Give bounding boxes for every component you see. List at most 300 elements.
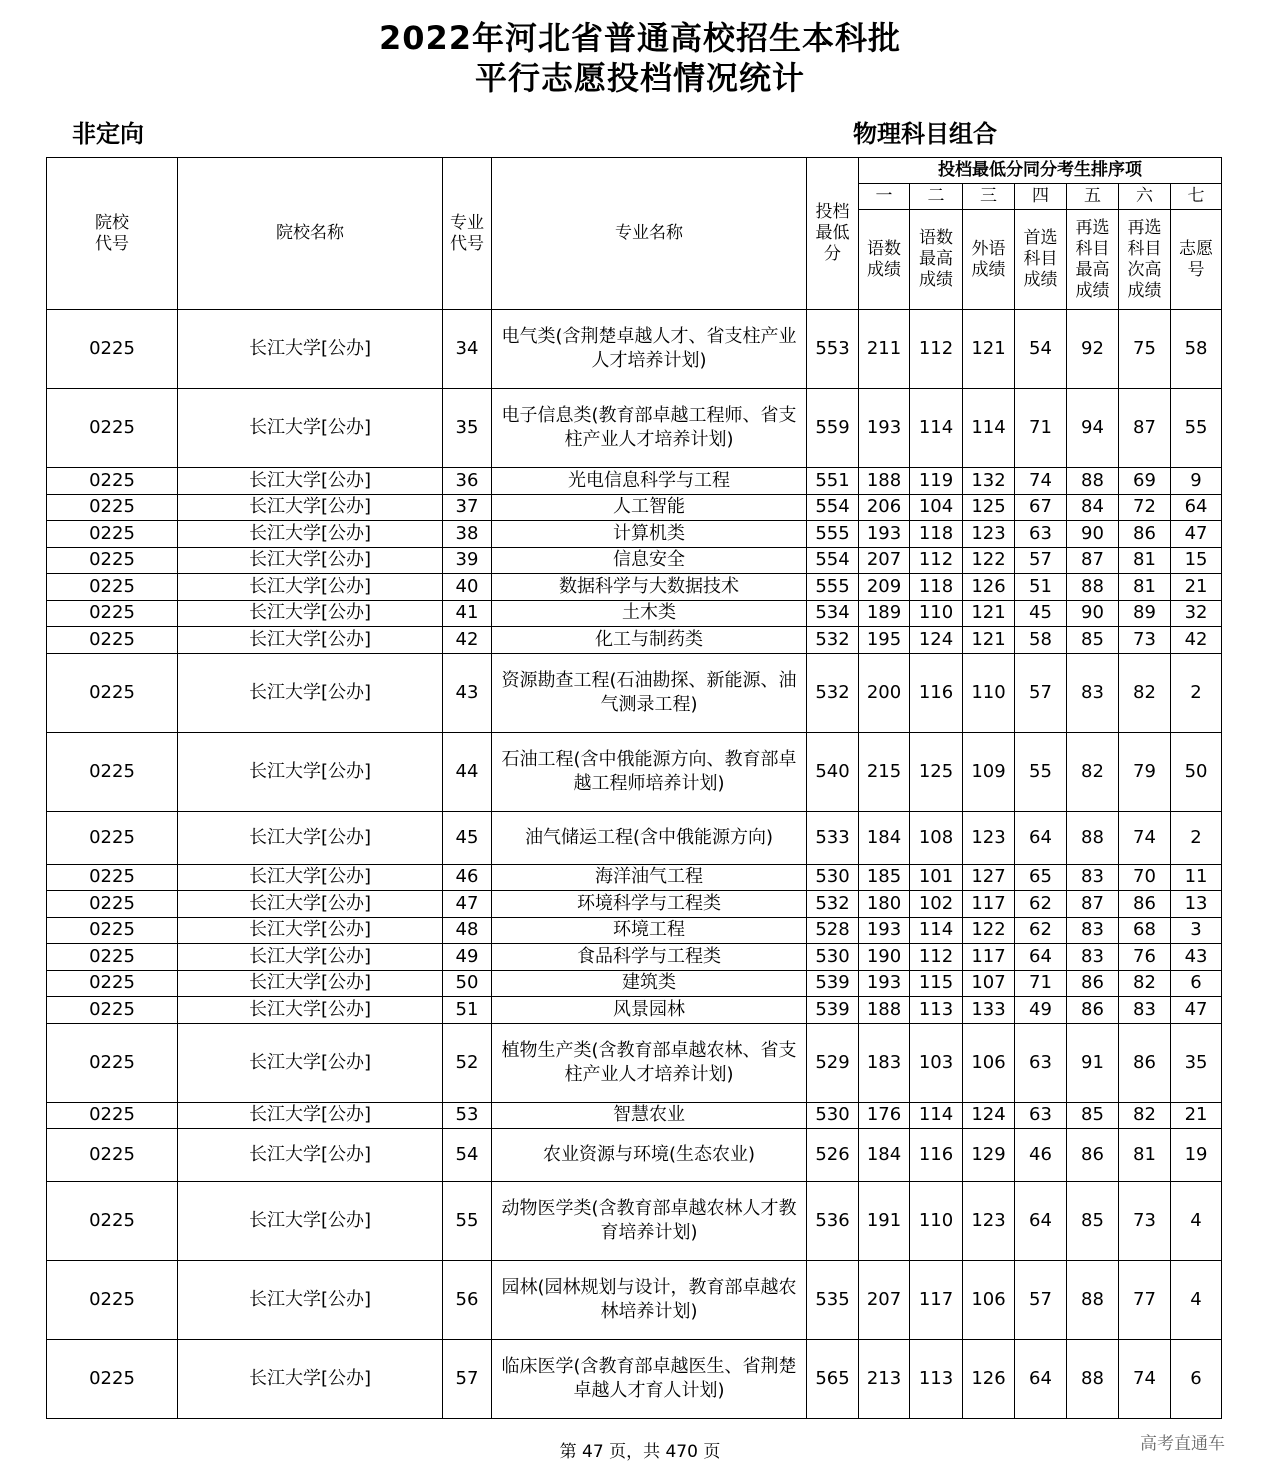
table-row (47, 864, 1222, 891)
cell-foreign-language: 123 (963, 521, 1015, 548)
header-rank-item: 外语 成绩 (963, 210, 1015, 310)
cell-foreign-language: 106 (963, 1261, 1015, 1340)
cell-chinese-math: 213 (859, 1340, 910, 1419)
cell-foreign-language: 126 (963, 574, 1015, 601)
table-row (47, 600, 1222, 627)
table-row (47, 970, 1222, 997)
cell-preference-no: 32 (1171, 600, 1222, 627)
cell-second-subject-max: 86 (1067, 997, 1119, 1024)
header-rank-item: 志愿 号 (1171, 210, 1222, 310)
cell-school-code: 0225 (47, 389, 178, 468)
cell-major-name: 石油工程(含中俄能源方向、教育部卓越工程师培养计划) (492, 732, 807, 811)
cell-major-name: 环境工程 (492, 917, 807, 944)
table-row (47, 547, 1222, 574)
cell-second-subject-max: 83 (1067, 944, 1119, 971)
cell-school-name: 长江大学[公办] (178, 1129, 443, 1182)
cell-school-code: 0225 (47, 1102, 178, 1129)
cell-first-subject: 51 (1015, 574, 1067, 601)
cell-major-name: 电气类(含荆楚卓越人才、省支柱产业人才培养计划) (492, 310, 807, 389)
header-rank-item: 再选 科目 最高 成绩 (1067, 210, 1119, 310)
cell-school-name: 长江大学[公办] (178, 811, 443, 864)
cell-major-name: 化工与制药类 (492, 627, 807, 654)
cell-major-code: 48 (443, 917, 492, 944)
subtitle-category: 非定向 (72, 120, 144, 148)
cell-school-code: 0225 (47, 627, 178, 654)
table-header (47, 158, 1222, 310)
cell-second-subject-next: 86 (1119, 521, 1171, 548)
cell-first-subject: 64 (1015, 1340, 1067, 1419)
cell-school-name: 长江大学[公办] (178, 1261, 443, 1340)
cell-second-subject-next: 81 (1119, 547, 1171, 574)
watermark: 高考直通车 (1140, 1434, 1225, 1454)
cell-preference-no: 55 (1171, 389, 1222, 468)
cell-second-subject-next: 73 (1119, 1182, 1171, 1261)
cell-foreign-language: 132 (963, 468, 1015, 495)
cell-second-subject-max: 90 (1067, 600, 1119, 627)
cell-second-subject-next: 87 (1119, 389, 1171, 468)
table-row (47, 1129, 1222, 1182)
header-rank-label: 五 (1067, 184, 1119, 210)
cell-chinese-math-max: 112 (910, 547, 963, 574)
cell-second-subject-max: 85 (1067, 1102, 1119, 1129)
cell-preference-no: 15 (1171, 547, 1222, 574)
cell-school-code: 0225 (47, 864, 178, 891)
cell-second-subject-max: 88 (1067, 574, 1119, 601)
cell-major-code: 35 (443, 389, 492, 468)
cell-chinese-math-max: 114 (910, 1102, 963, 1129)
cell-chinese-math-max: 113 (910, 997, 963, 1024)
cell-foreign-language: 121 (963, 600, 1015, 627)
table-row (47, 521, 1222, 548)
cell-major-code: 43 (443, 653, 492, 732)
cell-second-subject-max: 92 (1067, 310, 1119, 389)
cell-first-subject: 45 (1015, 600, 1067, 627)
cell-major-name: 光电信息科学与工程 (492, 468, 807, 495)
cell-chinese-math-max: 112 (910, 944, 963, 971)
cell-second-subject-next: 82 (1119, 1102, 1171, 1129)
cell-preference-no: 4 (1171, 1182, 1222, 1261)
cell-chinese-math-max: 116 (910, 1129, 963, 1182)
table-row (47, 917, 1222, 944)
cell-preference-no: 21 (1171, 1102, 1222, 1129)
cell-foreign-language: 126 (963, 1340, 1015, 1419)
header-tiebreak-group: 投档最低分同分考生排序项 (859, 158, 1222, 184)
cell-min-score: 540 (807, 732, 859, 811)
cell-second-subject-max: 90 (1067, 521, 1119, 548)
header-school-name: 院校名称 (178, 158, 443, 310)
cell-school-name: 长江大学[公办] (178, 864, 443, 891)
cell-preference-no: 3 (1171, 917, 1222, 944)
cell-major-name: 人工智能 (492, 494, 807, 521)
cell-foreign-language: 107 (963, 970, 1015, 997)
cell-foreign-language: 110 (963, 653, 1015, 732)
cell-second-subject-max: 87 (1067, 547, 1119, 574)
cell-preference-no: 4 (1171, 1261, 1222, 1340)
cell-second-subject-max: 82 (1067, 732, 1119, 811)
cell-min-score: 532 (807, 653, 859, 732)
cell-major-code: 57 (443, 1340, 492, 1419)
cell-major-name: 农业资源与环境(生态农业) (492, 1129, 807, 1182)
cell-second-subject-next: 76 (1119, 944, 1171, 971)
cell-school-name: 长江大学[公办] (178, 468, 443, 495)
cell-chinese-math: 193 (859, 917, 910, 944)
cell-second-subject-max: 83 (1067, 864, 1119, 891)
cell-major-code: 36 (443, 468, 492, 495)
cell-school-name: 长江大学[公办] (178, 574, 443, 601)
cell-foreign-language: 127 (963, 864, 1015, 891)
cell-major-code: 46 (443, 864, 492, 891)
cell-min-score: 534 (807, 600, 859, 627)
header-rank-label: 二 (910, 184, 963, 210)
table-row (47, 1340, 1222, 1419)
cell-school-name: 长江大学[公办] (178, 310, 443, 389)
cell-preference-no: 42 (1171, 627, 1222, 654)
cell-major-code: 39 (443, 547, 492, 574)
cell-second-subject-max: 83 (1067, 917, 1119, 944)
header-school-code: 院校 代号 (47, 158, 178, 310)
cell-preference-no: 6 (1171, 970, 1222, 997)
cell-preference-no: 47 (1171, 997, 1222, 1024)
admission-table (46, 157, 1222, 1419)
cell-min-score: 555 (807, 574, 859, 601)
cell-foreign-language: 109 (963, 732, 1015, 811)
cell-major-name: 数据科学与大数据技术 (492, 574, 807, 601)
cell-chinese-math-max: 118 (910, 521, 963, 548)
cell-first-subject: 64 (1015, 1182, 1067, 1261)
cell-chinese-math-max: 118 (910, 574, 963, 601)
cell-first-subject: 57 (1015, 1261, 1067, 1340)
cell-chinese-math: 189 (859, 600, 910, 627)
cell-second-subject-next: 77 (1119, 1261, 1171, 1340)
cell-chinese-math: 211 (859, 310, 910, 389)
table-row (47, 1102, 1222, 1129)
cell-school-name: 长江大学[公办] (178, 944, 443, 971)
table-row (47, 944, 1222, 971)
cell-first-subject: 54 (1015, 310, 1067, 389)
cell-first-subject: 58 (1015, 627, 1067, 654)
header-rank-label: 七 (1171, 184, 1222, 210)
cell-chinese-math: 207 (859, 547, 910, 574)
cell-school-code: 0225 (47, 1182, 178, 1261)
cell-chinese-math: 180 (859, 891, 910, 918)
cell-preference-no: 13 (1171, 891, 1222, 918)
cell-major-name: 油气储运工程(含中俄能源方向) (492, 811, 807, 864)
cell-major-code: 37 (443, 494, 492, 521)
cell-school-code: 0225 (47, 574, 178, 601)
cell-min-score: 535 (807, 1261, 859, 1340)
cell-school-code: 0225 (47, 1261, 178, 1340)
cell-min-score: 532 (807, 891, 859, 918)
cell-major-name: 风景园林 (492, 997, 807, 1024)
table-row (47, 732, 1222, 811)
cell-chinese-math-max: 112 (910, 310, 963, 389)
cell-major-code: 51 (443, 997, 492, 1024)
table-row (47, 494, 1222, 521)
header-rank-item: 首选 科目 成绩 (1015, 210, 1067, 310)
cell-school-name: 长江大学[公办] (178, 521, 443, 548)
cell-school-name: 长江大学[公办] (178, 547, 443, 574)
cell-school-name: 长江大学[公办] (178, 600, 443, 627)
cell-first-subject: 46 (1015, 1129, 1067, 1182)
cell-school-code: 0225 (47, 521, 178, 548)
cell-min-score: 551 (807, 468, 859, 495)
cell-second-subject-next: 74 (1119, 811, 1171, 864)
cell-major-code: 34 (443, 310, 492, 389)
cell-school-code: 0225 (47, 811, 178, 864)
cell-min-score: 528 (807, 917, 859, 944)
cell-second-subject-max: 87 (1067, 891, 1119, 918)
cell-foreign-language: 122 (963, 917, 1015, 944)
cell-major-name: 临床医学(含教育部卓越医生、省荆楚卓越人才育人计划) (492, 1340, 807, 1419)
cell-first-subject: 65 (1015, 864, 1067, 891)
cell-second-subject-max: 88 (1067, 1261, 1119, 1340)
cell-school-code: 0225 (47, 468, 178, 495)
cell-chinese-math-max: 110 (910, 1182, 963, 1261)
cell-chinese-math: 193 (859, 521, 910, 548)
cell-second-subject-next: 69 (1119, 468, 1171, 495)
page-title-line2: 平行志愿投档情况统计 (474, 59, 805, 97)
cell-major-code: 42 (443, 627, 492, 654)
cell-second-subject-max: 88 (1067, 468, 1119, 495)
cell-min-score: 539 (807, 997, 859, 1024)
cell-school-code: 0225 (47, 944, 178, 971)
cell-second-subject-next: 81 (1119, 1129, 1171, 1182)
table-row (47, 1182, 1222, 1261)
cell-chinese-math: 191 (859, 1182, 910, 1261)
cell-preference-no: 19 (1171, 1129, 1222, 1182)
table-row (47, 811, 1222, 864)
cell-preference-no: 2 (1171, 653, 1222, 732)
cell-preference-no: 6 (1171, 1340, 1222, 1419)
cell-school-name: 长江大学[公办] (178, 970, 443, 997)
cell-school-code: 0225 (47, 494, 178, 521)
cell-school-name: 长江大学[公办] (178, 997, 443, 1024)
cell-major-code: 50 (443, 970, 492, 997)
cell-foreign-language: 123 (963, 1182, 1015, 1261)
cell-min-score: 536 (807, 1182, 859, 1261)
cell-first-subject: 62 (1015, 891, 1067, 918)
cell-major-code: 45 (443, 811, 492, 864)
cell-foreign-language: 117 (963, 944, 1015, 971)
cell-preference-no: 43 (1171, 944, 1222, 971)
cell-foreign-language: 121 (963, 310, 1015, 389)
cell-major-code: 52 (443, 1023, 492, 1102)
table-row (47, 627, 1222, 654)
cell-chinese-math: 188 (859, 997, 910, 1024)
cell-school-name: 长江大学[公办] (178, 891, 443, 918)
table-row (47, 468, 1222, 495)
cell-foreign-language: 133 (963, 997, 1015, 1024)
cell-min-score: 530 (807, 944, 859, 971)
table-row (47, 389, 1222, 468)
cell-first-subject: 74 (1015, 468, 1067, 495)
cell-chinese-math-max: 101 (910, 864, 963, 891)
cell-school-name: 长江大学[公办] (178, 732, 443, 811)
cell-chinese-math: 185 (859, 864, 910, 891)
cell-second-subject-max: 86 (1067, 970, 1119, 997)
cell-min-score: 530 (807, 1102, 859, 1129)
cell-major-code: 38 (443, 521, 492, 548)
cell-school-code: 0225 (47, 917, 178, 944)
cell-major-code: 41 (443, 600, 492, 627)
cell-school-name: 长江大学[公办] (178, 627, 443, 654)
cell-major-code: 53 (443, 1102, 492, 1129)
cell-chinese-math: 176 (859, 1102, 910, 1129)
cell-chinese-math: 193 (859, 389, 910, 468)
cell-major-name: 智慧农业 (492, 1102, 807, 1129)
cell-second-subject-max: 86 (1067, 1129, 1119, 1182)
cell-preference-no: 58 (1171, 310, 1222, 389)
header-rank-item: 语数 最高 成绩 (910, 210, 963, 310)
cell-min-score: 553 (807, 310, 859, 389)
cell-chinese-math: 209 (859, 574, 910, 601)
cell-second-subject-next: 70 (1119, 864, 1171, 891)
cell-foreign-language: 122 (963, 547, 1015, 574)
cell-foreign-language: 124 (963, 1102, 1015, 1129)
cell-school-code: 0225 (47, 997, 178, 1024)
page-footer: 第 47 页，共 470 页 (559, 1442, 721, 1462)
cell-major-code: 47 (443, 891, 492, 918)
header-major-code: 专业 代号 (443, 158, 492, 310)
cell-major-name: 食品科学与工程类 (492, 944, 807, 971)
cell-major-name: 土木类 (492, 600, 807, 627)
table-row (47, 1261, 1222, 1340)
cell-foreign-language: 114 (963, 389, 1015, 468)
cell-min-score: 554 (807, 547, 859, 574)
cell-second-subject-max: 85 (1067, 1182, 1119, 1261)
cell-major-name: 环境科学与工程类 (492, 891, 807, 918)
cell-second-subject-next: 82 (1119, 653, 1171, 732)
cell-second-subject-next: 86 (1119, 891, 1171, 918)
cell-chinese-math-max: 114 (910, 917, 963, 944)
cell-preference-no: 11 (1171, 864, 1222, 891)
cell-major-name: 资源勘查工程(石油勘探、新能源、油气测录工程) (492, 653, 807, 732)
table-body (47, 310, 1222, 1419)
cell-chinese-math: 190 (859, 944, 910, 971)
cell-second-subject-next: 72 (1119, 494, 1171, 521)
cell-preference-no: 9 (1171, 468, 1222, 495)
cell-major-code: 56 (443, 1261, 492, 1340)
page-title-line1: 2022年河北省普通高校招生本科批 (378, 19, 902, 57)
header-min-score: 投档 最低 分 (807, 158, 859, 310)
cell-chinese-math-max: 110 (910, 600, 963, 627)
cell-chinese-math: 200 (859, 653, 910, 732)
cell-first-subject: 62 (1015, 917, 1067, 944)
cell-foreign-language: 121 (963, 627, 1015, 654)
cell-min-score: 565 (807, 1340, 859, 1419)
cell-major-code: 55 (443, 1182, 492, 1261)
cell-school-name: 长江大学[公办] (178, 917, 443, 944)
header-major-name: 专业名称 (492, 158, 807, 310)
cell-min-score: 555 (807, 521, 859, 548)
cell-chinese-math: 207 (859, 1261, 910, 1340)
cell-second-subject-next: 86 (1119, 1023, 1171, 1102)
cell-preference-no: 2 (1171, 811, 1222, 864)
cell-chinese-math: 215 (859, 732, 910, 811)
cell-second-subject-max: 94 (1067, 389, 1119, 468)
cell-min-score: 539 (807, 970, 859, 997)
cell-chinese-math-max: 114 (910, 389, 963, 468)
cell-preference-no: 47 (1171, 521, 1222, 548)
cell-preference-no: 35 (1171, 1023, 1222, 1102)
cell-chinese-math-max: 117 (910, 1261, 963, 1340)
cell-school-code: 0225 (47, 310, 178, 389)
cell-school-name: 长江大学[公办] (178, 389, 443, 468)
cell-chinese-math-max: 115 (910, 970, 963, 997)
cell-min-score: 526 (807, 1129, 859, 1182)
cell-chinese-math: 193 (859, 970, 910, 997)
cell-min-score: 532 (807, 627, 859, 654)
header-rank-item: 语数 成绩 (859, 210, 910, 310)
cell-major-code: 49 (443, 944, 492, 971)
cell-chinese-math: 206 (859, 494, 910, 521)
cell-first-subject: 63 (1015, 521, 1067, 548)
cell-chinese-math: 183 (859, 1023, 910, 1102)
cell-preference-no: 64 (1171, 494, 1222, 521)
cell-school-code: 0225 (47, 891, 178, 918)
cell-second-subject-max: 88 (1067, 811, 1119, 864)
cell-first-subject: 49 (1015, 997, 1067, 1024)
cell-chinese-math-max: 104 (910, 494, 963, 521)
cell-major-name: 海洋油气工程 (492, 864, 807, 891)
cell-first-subject: 55 (1015, 732, 1067, 811)
cell-major-name: 建筑类 (492, 970, 807, 997)
cell-school-code: 0225 (47, 1023, 178, 1102)
cell-second-subject-next: 81 (1119, 574, 1171, 601)
cell-second-subject-next: 75 (1119, 310, 1171, 389)
cell-school-name: 长江大学[公办] (178, 1102, 443, 1129)
cell-preference-no: 50 (1171, 732, 1222, 811)
header-rank-label: 三 (963, 184, 1015, 210)
cell-min-score: 554 (807, 494, 859, 521)
cell-second-subject-max: 84 (1067, 494, 1119, 521)
cell-chinese-math: 195 (859, 627, 910, 654)
cell-second-subject-next: 73 (1119, 627, 1171, 654)
cell-first-subject: 67 (1015, 494, 1067, 521)
cell-second-subject-next: 83 (1119, 997, 1171, 1024)
cell-school-name: 长江大学[公办] (178, 1182, 443, 1261)
cell-major-code: 40 (443, 574, 492, 601)
cell-major-code: 44 (443, 732, 492, 811)
cell-school-code: 0225 (47, 1340, 178, 1419)
cell-first-subject: 64 (1015, 811, 1067, 864)
cell-preference-no: 21 (1171, 574, 1222, 601)
cell-min-score: 530 (807, 864, 859, 891)
cell-second-subject-max: 85 (1067, 627, 1119, 654)
cell-chinese-math-max: 113 (910, 1340, 963, 1419)
cell-major-name: 计算机类 (492, 521, 807, 548)
cell-chinese-math-max: 102 (910, 891, 963, 918)
cell-chinese-math-max: 103 (910, 1023, 963, 1102)
header-rank-label: 一 (859, 184, 910, 210)
table-row (47, 653, 1222, 732)
cell-second-subject-next: 82 (1119, 970, 1171, 997)
cell-major-name: 植物生产类(含教育部卓越农林、省支柱产业人才培养计划) (492, 1023, 807, 1102)
header-rank-label: 四 (1015, 184, 1067, 210)
cell-first-subject: 63 (1015, 1102, 1067, 1129)
table-row (47, 997, 1222, 1024)
cell-foreign-language: 129 (963, 1129, 1015, 1182)
cell-chinese-math: 184 (859, 811, 910, 864)
cell-foreign-language: 106 (963, 1023, 1015, 1102)
cell-chinese-math-max: 108 (910, 811, 963, 864)
cell-second-subject-next: 79 (1119, 732, 1171, 811)
cell-second-subject-max: 83 (1067, 653, 1119, 732)
cell-school-code: 0225 (47, 653, 178, 732)
cell-first-subject: 57 (1015, 653, 1067, 732)
cell-school-code: 0225 (47, 600, 178, 627)
cell-second-subject-next: 74 (1119, 1340, 1171, 1419)
